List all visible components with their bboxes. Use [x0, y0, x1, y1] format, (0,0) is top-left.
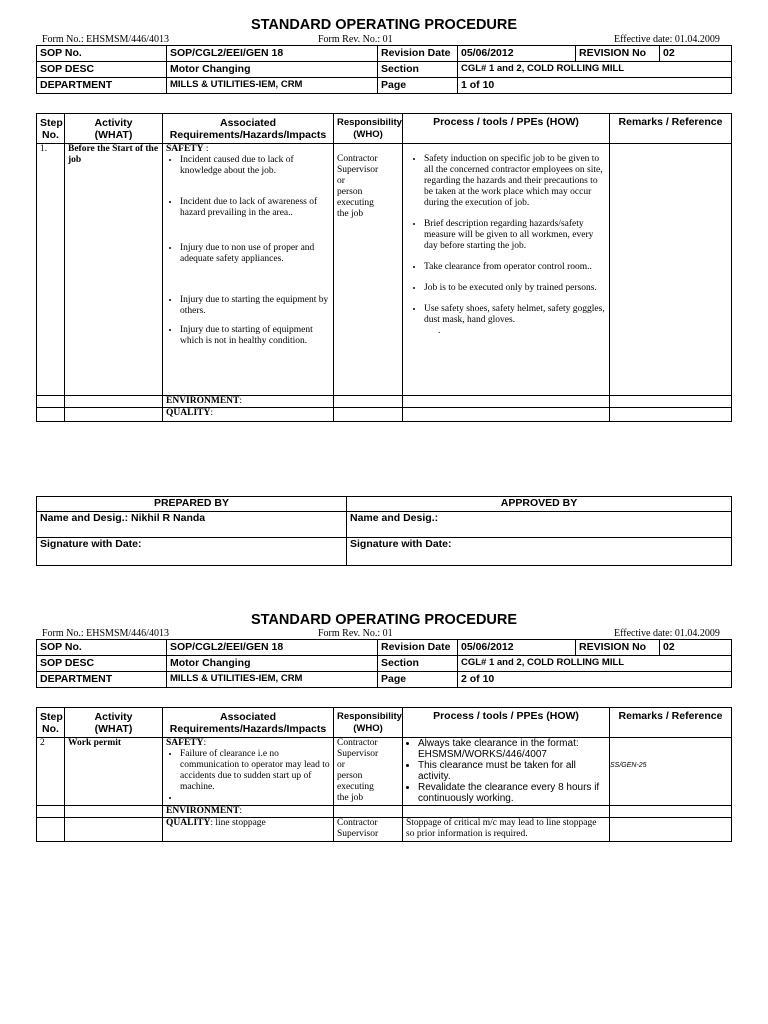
- department-value: MILLS & UTILITIES-IEM, CRM: [167, 78, 378, 94]
- quality-process: Stoppage of critical m/c may lead to line stoppage so prior information is required.: [403, 818, 610, 842]
- effective-date: Effective date: 01.04.2009: [614, 628, 720, 639]
- section-value: CGL# 1 and 2, COLD ROLLING MILL: [458, 656, 732, 672]
- revision-date-label: Revision Date: [378, 46, 458, 62]
- safety-hazard-list: [166, 749, 330, 804]
- page-label: Page: [378, 672, 458, 688]
- step-safety: SAFETY: • Failure of clearance i.e no communication to operator may lead to accidents due to sudden start up of machine. •: [163, 738, 334, 806]
- sop-desc-value: Motor Changing: [167, 656, 378, 672]
- page-value: 2 of 10: [458, 672, 732, 688]
- process-list: [406, 738, 606, 804]
- sop-desc-value: Motor Changing: [167, 62, 378, 78]
- form-revision: Form Rev. No.: 01: [318, 34, 393, 45]
- hazard-item-empty: [180, 793, 330, 804]
- form-number: Form No.: EHSMSM/446/4013: [42, 628, 169, 639]
- process-item: • This clearance must be taken for all activity.: [418, 760, 606, 782]
- revision-no-value: 02: [660, 46, 732, 62]
- sop-no-label: SOP No.: [37, 46, 167, 62]
- column-step: Step No.: [37, 708, 65, 738]
- column-step: Step No.: [37, 114, 65, 144]
- step-activity: Before the Start of the job: [65, 144, 163, 396]
- sop-header-table: [36, 639, 732, 688]
- approved-signature: Signature with Date:: [347, 538, 732, 566]
- step-safety: SAFETY : • Incident caused due to lack of knowledge about the job. • Incident due to lack of awareness of hazard prevailing in the area.. • Injury due to non use of proper and adequate safety appliances. • Injury due to starting the equipment by others. • Injury due to starting of equipment which is not in healthy condition.: [163, 144, 334, 396]
- safety-hazard-list: [166, 155, 330, 347]
- quality-responsibility: Contractor Supervisor: [334, 818, 403, 842]
- column-remarks: Remarks / Reference: [610, 708, 732, 738]
- safety-label: SAFETY: [166, 144, 204, 154]
- document-title: STANDARD OPERATING PROCEDURE: [250, 612, 518, 628]
- prepared-name: Name and Desig.: Nikhil R Nanda: [37, 512, 347, 538]
- revision-date-label: Revision Date: [378, 640, 458, 656]
- hazard-item: • Incident due to lack of awareness of hazard prevailing in the area..: [180, 197, 330, 219]
- process-list: [406, 144, 606, 326]
- hazard-item: • Failure of clearance i.e no communication to operator may lead to accidents due to sudden start up of machine.: [180, 749, 330, 793]
- document-title: STANDARD OPERATING PROCEDURE: [250, 17, 518, 33]
- department-label: DEPARTMENT: [37, 672, 167, 688]
- sop-no-value: SOP/CGL2/EEI/GEN 18: [167, 46, 378, 62]
- step-number: 2: [37, 738, 65, 806]
- department-value: MILLS & UTILITIES-IEM, CRM: [167, 672, 378, 688]
- process-item: • Safety induction on specific job to be given to all the concerned contractor employees on site, regarding the hazards and their precautions to be taken at the work place which may occur during the execution of job.: [424, 154, 606, 209]
- page-value: 1 of 10: [458, 78, 732, 94]
- quality-row: QUALITY:: [163, 408, 334, 422]
- prepared-signature: Signature with Date:: [37, 538, 347, 566]
- effective-date: Effective date: 01.04.2009: [614, 34, 720, 45]
- page-label: Page: [378, 78, 458, 94]
- hazard-item: • Injury due to starting the equipment by others.: [180, 295, 330, 317]
- department-label: DEPARTMENT: [37, 78, 167, 94]
- process-item: • Job is to be executed only by trained persons.: [424, 283, 606, 294]
- section-value: CGL# 1 and 2, COLD ROLLING MILL: [458, 62, 732, 78]
- process-item: • Brief description regarding hazards/safety measure will be given to all workmen, every day before starting the job.: [424, 219, 606, 252]
- hazard-item: • Injury due to starting of equipment which is not in healthy condition.: [180, 325, 330, 347]
- column-requirements: Associated Requirements/Hazards/Impacts: [163, 708, 334, 738]
- approved-name: Name and Desig.:: [347, 512, 732, 538]
- step-responsibility: Contractor Supervisor or person executing the job: [334, 738, 403, 806]
- column-process: Process / tools / PPEs (HOW): [403, 114, 610, 144]
- step-remarks: SS/GEN-25: [610, 738, 732, 806]
- column-responsibility: Responsibility (WHO): [334, 708, 403, 738]
- safety-label: SAFETY: [166, 738, 204, 748]
- hazard-item: • Injury due to non use of proper and adequate safety appliances.: [180, 243, 330, 265]
- sop-steps-table: [36, 113, 732, 422]
- revision-no-label: REVISION No: [576, 46, 660, 62]
- process-item: • Use safety shoes, safety helmet, safety goggles, dust mask, hand gloves.: [424, 304, 606, 326]
- column-activity: Activity (WHAT): [65, 114, 163, 144]
- column-responsibility: Responsibility (WHO): [334, 114, 403, 144]
- revision-no-value: 02: [660, 640, 732, 656]
- approved-by-header: APPROVED BY: [347, 497, 732, 512]
- step-responsibility: Contractor Supervisor or person executing the job: [334, 144, 403, 396]
- hazard-item: • Incident caused due to lack of knowledge about the job.: [180, 155, 330, 177]
- signature-table: [36, 496, 732, 566]
- revision-date-value: 05/06/2012: [458, 640, 576, 656]
- step-remarks: [610, 144, 732, 396]
- column-activity: Activity (WHAT): [65, 708, 163, 738]
- revision-date-value: 05/06/2012: [458, 46, 576, 62]
- quality-row: QUALITY: line stoppage: [163, 818, 334, 842]
- environment-row: ENVIRONMENT:: [163, 396, 334, 408]
- step-number: 1.: [37, 144, 65, 396]
- step-process: [403, 738, 610, 806]
- form-revision: Form Rev. No.: 01: [318, 628, 393, 639]
- sop-header-table: [36, 45, 732, 94]
- step-activity: Work permit: [65, 738, 163, 806]
- section-label: Section: [378, 62, 458, 78]
- sop-no-label: SOP No.: [37, 640, 167, 656]
- form-number: Form No.: EHSMSM/446/4013: [42, 34, 169, 45]
- process-item: • Revalidate the clearance every 8 hours if continuously working.: [418, 782, 606, 804]
- column-process: Process / tools / PPEs (HOW): [403, 708, 610, 738]
- column-remarks: Remarks / Reference: [610, 114, 732, 144]
- process-item: • Take clearance from operator control room..: [424, 262, 606, 273]
- step-process: • Safety induction on specific job to be given to all the concerned contractor employees on site, regarding the hazards and their precautions to be taken at the work place which may occur during the execution of job. • Brief description regarding hazards/safety measure will be given to all workmen, every day before starting the job. • Take clearance from operator control room.. • Job is to be executed only by trained persons. • Use safety shoes, safety helmet, safety goggles, dust mask, hand gloves. .: [403, 144, 610, 396]
- sop-steps-table: [36, 707, 732, 842]
- process-item: • Always take clearance in the format: EHSMSM/WORKS/446/4007: [418, 738, 606, 760]
- section-label: Section: [378, 656, 458, 672]
- sop-desc-label: SOP DESC: [37, 656, 167, 672]
- revision-no-label: REVISION No: [576, 640, 660, 656]
- environment-row: ENVIRONMENT:: [163, 806, 334, 818]
- prepared-by-header: PREPARED BY: [37, 497, 347, 512]
- sop-no-value: SOP/CGL2/EEI/GEN 18: [167, 640, 378, 656]
- sop-desc-label: SOP DESC: [37, 62, 167, 78]
- column-requirements: Associated Requirements/Hazards/Impacts: [163, 114, 334, 144]
